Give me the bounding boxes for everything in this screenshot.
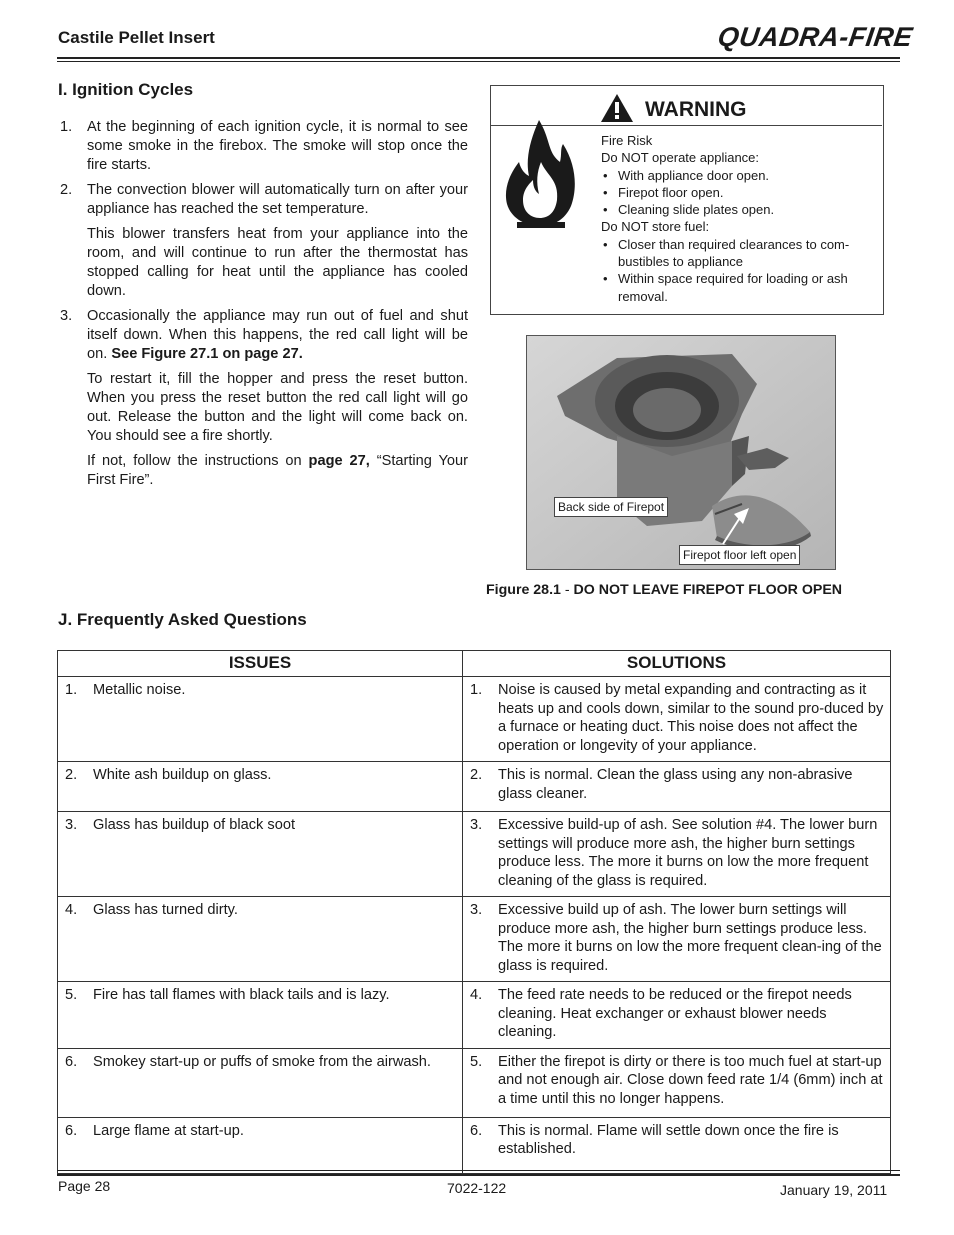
issue-text: Metallic noise. (93, 682, 186, 698)
footer-rule (57, 1174, 900, 1176)
figure-caption: Figure 28.1 - DO NOT LEAVE FIREPOT FLOOR OPEN (486, 582, 843, 598)
item-text: The convection blower will automatically turn on after your appliance has reached the set temperature. (87, 182, 468, 217)
column-header-solutions: SOLUTIONS (463, 651, 891, 677)
column-header-issues: ISSUES (58, 651, 463, 677)
page-reference: page 27, (308, 453, 370, 469)
item-number: 1. (60, 119, 73, 135)
solution-text: Noise is caused by metal expanding and contracting as it heats up and cools down, similar to the sound pro-duced by a furnace or heating duct. This noise does not affect the operation or longevity of your appliance. (498, 682, 884, 754)
page-number: Page 28 (58, 1178, 111, 1194)
issue-text: Glass has buildup of black soot (93, 817, 295, 833)
table-row: 6. Smokey start-up or puffs of smoke from the airwash. 5. Either the firepot is dirty or there is too much fuel at start-up and not enough air. Close down feed rate 1/4 (6mm) inch at a time until this no longer happens. (58, 1048, 891, 1117)
issue-text: Fire has tall flames with black tails and is lazy. (93, 987, 390, 1003)
firepot-photo (526, 335, 836, 570)
brand-logo: QUADRA-FIRE (715, 22, 915, 52)
warning-bullet: • Firepot floor open. (601, 184, 876, 201)
table-row: 1. Metallic noise. 1. Noise is caused by metal expanding and contracting as it heats up and cools down, similar to the sound pro-duced by a furnace or heating duct. This noise does not affect the operation or longevity of your appliance. (58, 677, 891, 762)
item-text: Occasionally the appliance may run out of fuel and shut itself down. When this happens, the red call light will be on. See Figure 27.1 on page 27. (87, 308, 468, 362)
header-rule-thin (57, 61, 900, 62)
table-row: 3. Glass has buildup of black soot 3. Excessive build-up of ash. See solution #4. The lower burn settings will produce more ash, the higher burn settings produce less. The more it burns on low the more frequent cleaning of the glass is required. (58, 812, 891, 897)
warning-triangle-icon (600, 93, 634, 123)
warning-bullet: • With appliance door open. (601, 167, 876, 184)
footer-rule-thin (57, 1170, 900, 1171)
warning-line: Fire Risk (601, 133, 653, 148)
warning-bullet: • Cleaning slide plates open. (601, 201, 876, 218)
table-row: 4. Glass has turned dirty. 3. Excessive build up of ash. The lower burn settings will produce more ash, the higher burn settings produce less. The more it burns on low the more frequent clean-ing of the glass is required. (58, 897, 891, 982)
table-row: 6. Large flame at start-up. 6. This is normal. Flame will settle down once the fire is established. (58, 1117, 891, 1173)
item-number: 3. (60, 308, 73, 324)
solution-text: This is normal. Clean the glass using any non-abrasive glass cleaner. (498, 767, 853, 802)
document-title: Castile Pellet Insert (58, 28, 215, 47)
faq-header-row (58, 651, 891, 677)
item-text: To restart it, fill the hopper and press the reset button. When you press the reset button the red call light will go out. Release the button and the light will come back on. You should see a fire shortly. (87, 371, 468, 444)
item-number: 2. (60, 182, 73, 198)
callout-back-side: Back side of Firepot (554, 497, 668, 517)
ignition-item (58, 118, 468, 175)
table-row: 5. Fire has tall flames with black tails and is lazy. 4. The feed rate needs to be reduced or the firepot needs cleaning. Heat exchanger or exhaust blower needs cleaning. (58, 982, 891, 1049)
figure-reference: See Figure 27.1 on page 27. (111, 346, 303, 362)
document-number: 7022-122 (447, 1180, 507, 1196)
issue-text: Smokey start-up or puffs of smoke from the airwash. (93, 1053, 431, 1070)
callout-floor-open: Firepot floor left open (679, 545, 800, 565)
solution-text: The feed rate needs to be reduced or the firepot needs cleaning. Heat exchanger or exhaust blower needs cleaning. (498, 987, 852, 1040)
faq-table (57, 650, 891, 1174)
fire-icon (503, 118, 578, 233)
ignition-item (58, 370, 468, 446)
item-text: If not, follow the instructions on page 27, “Starting Your First Fire”. (87, 453, 469, 488)
ignition-item (58, 307, 468, 364)
callout-arrow (527, 336, 835, 569)
issue-text: Glass has turned dirty. (93, 902, 238, 918)
section-heading-faq: J. Frequently Asked Questions (58, 610, 307, 629)
warning-line: Do NOT store fuel: (601, 219, 710, 235)
warning-bullet: • Within space required for loading or ash removal. (601, 270, 876, 305)
solution-text: This is normal. Flame will settle down once the fire is established. (498, 1122, 839, 1157)
issue-text: Large flame at start-up. (93, 1122, 244, 1139)
solution-text: Excessive build up of ash. The lower burn settings will produce more ash, the higher burn settings produce less. The more it burns on low the more frequent clean-ing of the glass is required. (498, 902, 882, 974)
warning-title: WARNING (645, 98, 747, 121)
item-text: At the beginning of each ignition cycle, it is normal to see some smoke in the firebox. The smoke will stop once the fire starts. (87, 119, 468, 173)
solution-text: Either the firepot is dirty or there is too much fuel at start-up and not enough air. Close down feed rate 1/4 (6mm) inch at a time until this no longer happens. (498, 1053, 883, 1107)
header-rule (57, 57, 900, 59)
warning-line: Do NOT operate appliance: (601, 150, 760, 166)
item-text: This blower transfers heat from your appliance into the room, and will continue to run after the thermostat has stopped calling for heat until the appliance has cooled down. (87, 226, 468, 299)
solution-text: Excessive build-up of ash. See solution #4. The lower burn settings will produce more ash, the higher burn settings produce less. The more it burns on low the more frequent cleaning of the glass is required. (498, 817, 878, 889)
section-heading-ignition: I. Ignition Cycles (58, 80, 194, 99)
ignition-item (58, 225, 468, 301)
issue-text: White ash buildup on glass. (93, 767, 272, 783)
ignition-item (58, 181, 468, 219)
warning-list (601, 132, 876, 305)
publish-date: January 19, 2011 (780, 1182, 888, 1198)
ignition-item (58, 452, 468, 490)
table-row: 2. White ash buildup on glass. 2. This is normal. Clean the glass using any non-abrasive glass cleaner. (58, 762, 891, 812)
warning-bullet: • Closer than required clearances to com-bustibles to appliance (601, 236, 876, 271)
